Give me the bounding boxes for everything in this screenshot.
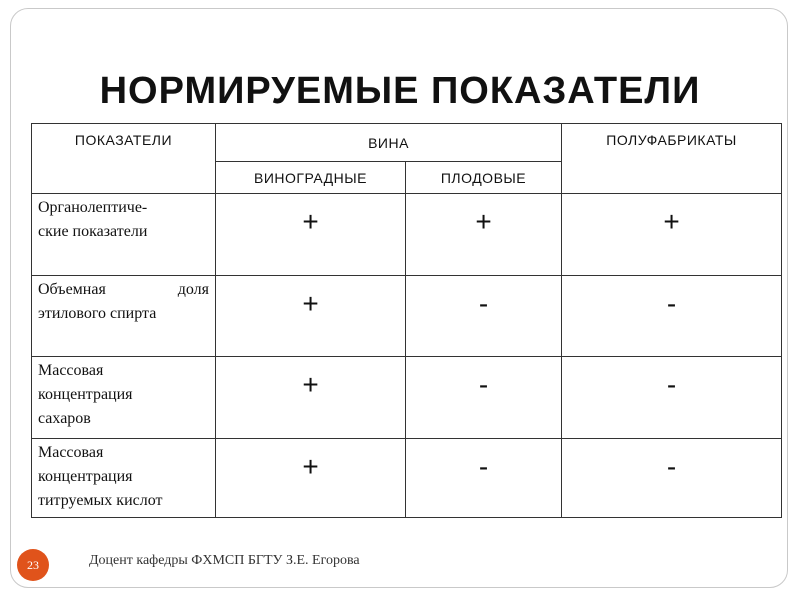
fruit-mark: - <box>406 439 562 518</box>
grape-mark: + <box>216 357 406 439</box>
header-fruit: ПЛОДОВЫЕ <box>406 162 562 194</box>
fruit-mark: - <box>406 357 562 439</box>
footer-author: Доцент кафедры ФХМСП БГТУ З.Е. Егорова <box>89 553 360 568</box>
row-label: Массовая концентрация сахаров <box>32 357 216 439</box>
indicators-table <box>31 123 782 518</box>
page-number-badge: 23 <box>17 549 49 581</box>
semi-mark: - <box>562 357 782 439</box>
slide-title: НОРМИРУЕМЫЕ ПОКАЗАТЕЛИ <box>99 70 701 112</box>
table-row <box>32 194 782 276</box>
row-label: Объемная доля этилового спирта <box>32 276 216 357</box>
row-label: Органолептиче- ские показатели <box>32 194 216 276</box>
semi-mark: - <box>562 276 782 357</box>
header-grape: ВИНОГРАДНЫЕ <box>216 162 406 194</box>
grape-mark: + <box>216 276 406 357</box>
semi-mark: - <box>562 439 782 518</box>
table-row <box>32 439 782 518</box>
grape-mark: + <box>216 194 406 276</box>
semi-mark: + <box>562 194 782 276</box>
table-row <box>32 357 782 439</box>
table-header-row <box>32 124 782 162</box>
header-wines: ВИНА <box>216 124 562 162</box>
fruit-mark: - <box>406 276 562 357</box>
table-row <box>32 276 782 357</box>
header-indicators: ПОКАЗАТЕЛИ <box>32 124 216 194</box>
row-label: Массовая концентрация титруемых кислот <box>32 439 216 518</box>
grape-mark: + <box>216 439 406 518</box>
header-semi-products: ПОЛУФАБРИКАТЫ <box>562 124 782 194</box>
fruit-mark: + <box>406 194 562 276</box>
